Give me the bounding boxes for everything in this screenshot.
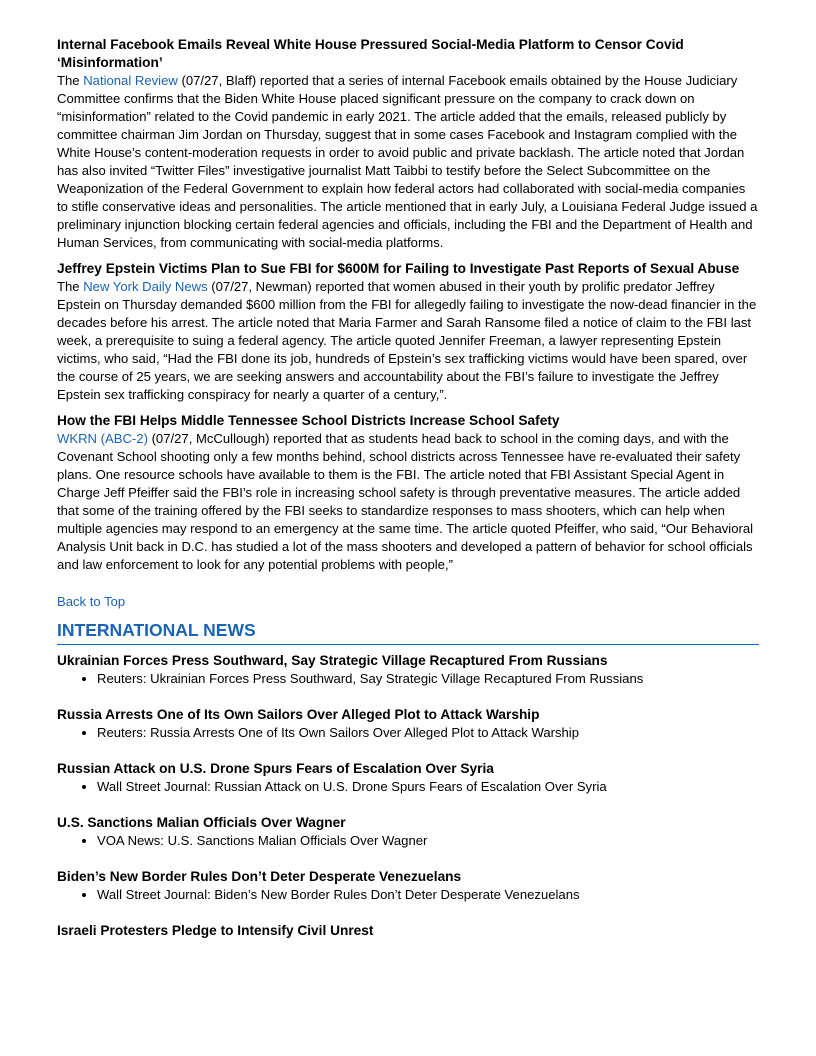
intl-headline: Russian Attack on U.S. Drone Spurs Fears of Escalation Over Syria	[57, 761, 494, 776]
source-link-ny-daily-news[interactable]: New York Daily News	[83, 279, 208, 294]
source-link-national-review[interactable]: National Review	[83, 73, 178, 88]
intl-item	[57, 922, 759, 940]
international-news-list	[57, 652, 759, 940]
article-body: The National Review (07/27, Blaff) reported that a series of internal Facebook emails obtained by the House Judiciary Committee confirms that the Biden White House placed significant pressure on the company to crack down on “misinformation” related to the Covid pandemic in early 2021. The article added that the emails, released publicly by committee chairman Jim Jordan on Thursday, suggest that in some cases Facebook and Instagram complied with the White House’s content-moderation requests in order to avoid public and private backlash. The article noted that Jordan has also invited “Twitter Files” investigative journalist Matt Taibbi to testify before the Select Subcommittee on the Weaponization of the Federal Government to explain how federal actors had collaborated with social-media companies to stifle conservative ideas and personalities. The article mentioned that in early July, a Louisiana Federal Judge issued a preliminary injunction blocking certain federal agencies and officials, including the FBI and the Department of Health and Human Services, from communicating with social-media platforms.	[57, 73, 758, 250]
intl-headline: Israeli Protesters Pledge to Intensify Civil Unrest	[57, 923, 374, 938]
intl-link-list	[57, 886, 759, 904]
article-headline: Internal Facebook Emails Reveal White House Pressured Social-Media Platform to Censor Covid ‘Misinformation’	[57, 37, 684, 70]
source-link-wkrn[interactable]: WKRN (ABC-2)	[57, 431, 148, 446]
article-headline: How the FBI Helps Middle Tennessee School Districts Increase School Safety	[57, 413, 560, 428]
intl-link[interactable]: • Wall Street Journal: Russian Attack on U.S. Drone Spurs Fears of Escalation Over Syria	[97, 778, 759, 796]
intl-link[interactable]: • VOA News: U.S. Sanctions Malian Officials Over Wagner	[97, 832, 759, 850]
intl-link-list	[57, 832, 759, 850]
intl-headline: Russia Arrests One of Its Own Sailors Over Alleged Plot to Attack Warship	[57, 707, 540, 722]
intl-item	[57, 652, 759, 688]
section-title-international: INTERNATIONAL NEWS	[57, 619, 759, 645]
article-body: WKRN (ABC-2) (07/27, McCullough) reported that as students head back to school in the coming days, and with the Covenant School shooting only a few months behind, school districts across Tennessee have re-evaluated their safety plans. One resource schools have available to them is the FBI. The article noted that FBI Assistant Special Agent in Charge Jeff Pfeiffer said the FBI’s role in increasing school safety is through preventative measures. The article added that some of the training offered by the FBI seeks to standardize responses to mass shooters, which can help when multiple agencies may respond to an emergency at the same time. The article quoted Pfeiffer, who said, “Our Behavioral Analysis Unit back in D.C. has studied a lot of the mass shooters and developed a pattern of behavior for school officials and law enforcement to look for any potential problems with people,”	[57, 431, 754, 572]
intl-item	[57, 706, 759, 742]
intl-link-list	[57, 670, 759, 688]
intl-headline: Biden’s New Border Rules Don’t Deter Desperate Venezuelans	[57, 869, 462, 884]
intl-item	[57, 868, 759, 904]
intl-link[interactable]: • Reuters: Russia Arrests One of Its Own Sailors Over Alleged Plot to Attack Warship	[97, 724, 759, 742]
intl-link-list	[57, 724, 759, 742]
intl-link[interactable]: • Wall Street Journal: Biden’s New Border Rules Don’t Deter Desperate Venezuelans	[97, 886, 759, 904]
intl-headline: Ukrainian Forces Press Southward, Say Strategic Village Recaptured From Russians	[57, 653, 608, 668]
back-to-top-link[interactable]: Back to Top	[57, 594, 126, 609]
article-headline: Jeffrey Epstein Victims Plan to Sue FBI for $600M for Failing to Investigate Past Reports of Sexual Abuse	[57, 261, 740, 276]
intl-headline: U.S. Sanctions Malian Officials Over Wagner	[57, 815, 346, 830]
article-facebook-emails	[57, 36, 759, 252]
intl-item	[57, 760, 759, 796]
intl-link[interactable]: • Reuters: Ukrainian Forces Press Southward, Say Strategic Village Recaptured From Russians	[97, 670, 759, 688]
article-epstein-victims	[57, 260, 759, 404]
document-content	[57, 36, 759, 958]
article-school-safety	[57, 412, 759, 574]
intl-link-list	[57, 778, 759, 796]
intl-item	[57, 814, 759, 850]
article-body: The New York Daily News (07/27, Newman) reported that women abused in their youth by prolific predator Jeffrey Epstein on Thursday demanded $600 million from the FBI for allegedly failing to investigate the now-dead financier in the decades before his arrest. The article noted that Maria Farmer and Sarah Ransome filed a notice of claim to the FBI last week, a prerequisite to suing a federal agency. The article quoted Jennifer Freeman, a lawyer representing Epstein victims, who said, “Had the FBI done its job, hundreds of Epstein’s sex trafficking victims would have been spared, over the course of 25 years, we are seeking answers and accountability about the FBI’s failure to investigate the Jeffrey Epstein sex trafficking conspiracy for nearly a quarter of a century,”.	[57, 279, 757, 402]
